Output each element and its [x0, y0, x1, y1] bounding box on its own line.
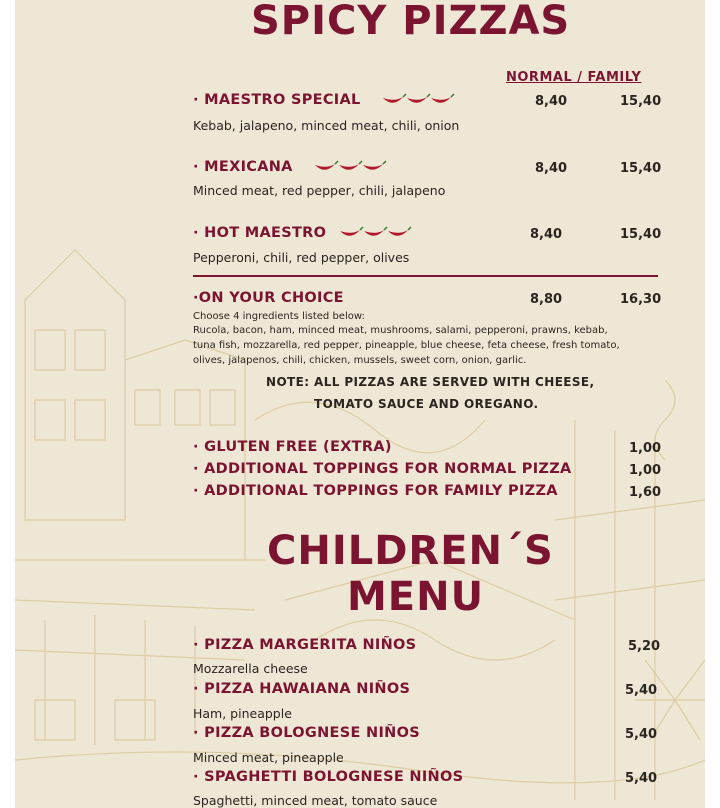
price-family: 15,40: [620, 94, 662, 109]
price: 5,20: [628, 639, 661, 654]
menu-item-name: ·ON YOUR CHOICE: [193, 290, 344, 306]
menu-item-description: Minced meat, red pepper, chili, jalapeno: [193, 183, 446, 198]
price-normal: 8,80: [530, 292, 563, 307]
price: 5,40: [625, 727, 658, 742]
chili-pepper-icon: [313, 160, 387, 176]
section-title-menu: MENU: [347, 574, 485, 620]
section-title-spicy: SPICY PIZZAS: [251, 0, 571, 44]
menu-item-name: · PIZZA BOLOGNESE NIÑOS: [193, 725, 420, 741]
chili-pepper-icon: [381, 93, 455, 109]
extra-price: 1,00: [629, 463, 662, 478]
menu-item-description: Spaghetti, minced meat, tomato sauce: [193, 793, 438, 808]
ingredients-line: tuna fish, mozzarella, red pepper, pineapple, blue cheese, feta cheese, fresh tomato,: [193, 340, 620, 351]
menu-page: [15, 0, 705, 808]
price-normal: 8,40: [535, 161, 568, 176]
price: 5,40: [625, 771, 658, 786]
menu-item-name: · HOT MAESTRO: [193, 225, 327, 241]
price-column-header: NORMAL / FAMILY: [506, 70, 642, 85]
extra-price: 1,60: [629, 485, 662, 500]
price-normal: 8,40: [530, 227, 563, 242]
ingredients-line: olives, jalapenos, chili, chicken, mussels, sweet corn, onion, garlic.: [193, 355, 527, 366]
menu-item-description: Mozzarella cheese: [193, 661, 308, 676]
extra-price: 1,00: [629, 441, 662, 456]
pizza-note: NOTE: ALL PIZZAS ARE SERVED WITH CHEESE,: [266, 375, 595, 389]
menu-item-name: · PIZZA HAWAIANA NIÑOS: [193, 681, 411, 697]
price-family: 15,40: [620, 227, 662, 242]
menu-item-name: · PIZZA MARGERITA NIÑOS: [193, 637, 417, 653]
menu-item-description: Ham, pineapple: [193, 706, 292, 721]
menu-item-name: · MAESTRO SPECIAL: [193, 92, 361, 108]
pizza-note: TOMATO SAUCE AND OREGANO.: [314, 397, 539, 411]
price-family: 16,30: [620, 292, 662, 307]
price: 5,40: [625, 683, 658, 698]
menu-item-name: · SPAGHETTI BOLOGNESE NIÑOS: [193, 769, 464, 785]
ingredients-line: Rucola, bacon, ham, minced meat, mushrooms, salami, pepperoni, prawns, kebab,: [193, 325, 608, 336]
extra-item-name: · ADDITIONAL TOPPINGS FOR FAMILY PIZZA: [193, 483, 558, 499]
price-normal: 8,40: [535, 94, 568, 109]
menu-item-description: Pepperoni, chili, red pepper, olives: [193, 250, 410, 265]
chili-pepper-icon: [338, 226, 412, 242]
section-title-children: CHILDREN´S: [267, 528, 554, 574]
menu-item-description: Kebab, jalapeno, minced meat, chili, onion: [193, 118, 460, 133]
extra-item-name: · ADDITIONAL TOPPINGS FOR NORMAL PIZZA: [193, 461, 572, 477]
menu-item-name: · MEXICANA: [193, 159, 293, 175]
extra-item-name: · GLUTEN FREE (EXTRA): [193, 439, 392, 455]
price-family: 15,40: [620, 161, 662, 176]
menu-item-description: Minced meat, pineapple: [193, 750, 344, 765]
section-divider: [193, 275, 658, 277]
choice-intro: Choose 4 ingredients listed below:: [193, 311, 365, 322]
